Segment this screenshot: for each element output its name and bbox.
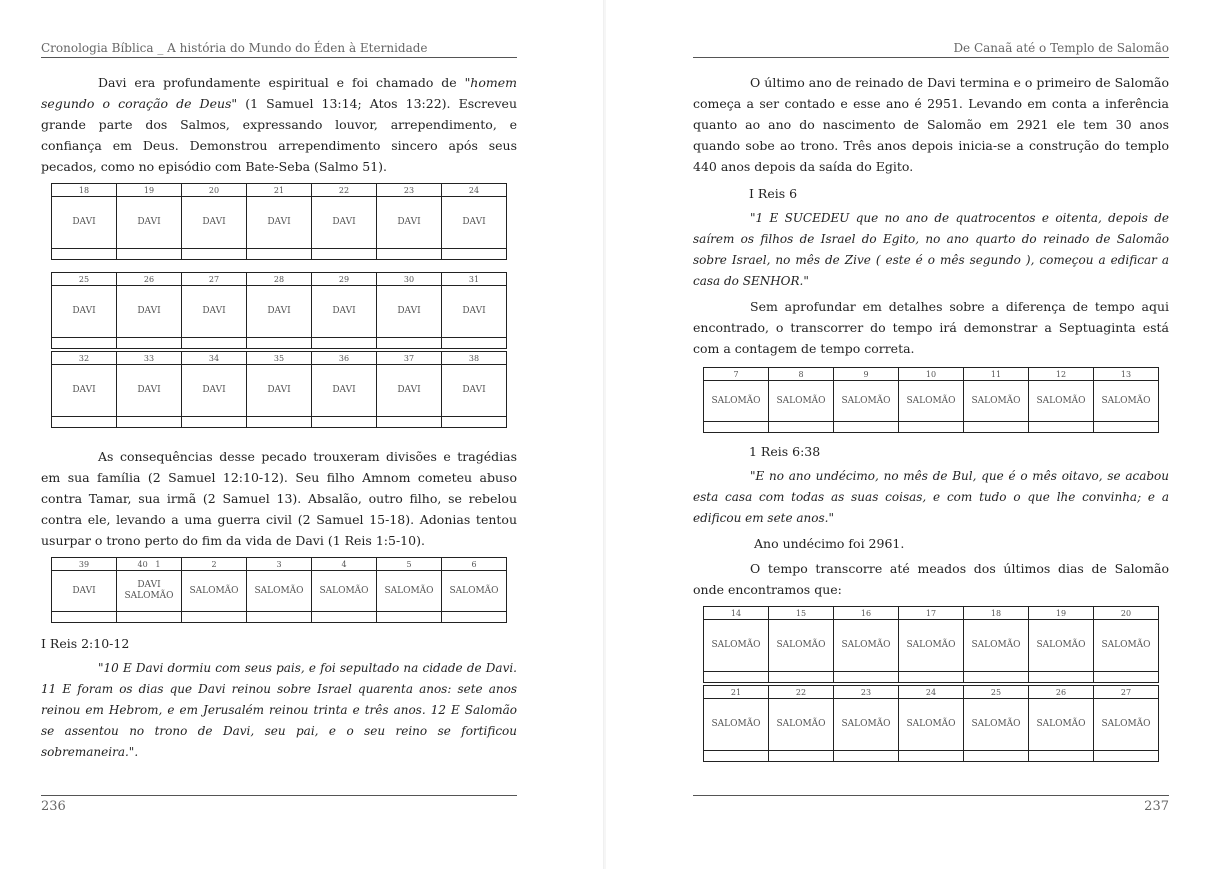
blank-row <box>704 672 1159 683</box>
king-cell: DAVI <box>312 365 377 417</box>
year-cell: 6 <box>442 558 507 571</box>
year-cell: 40 1 <box>117 558 182 571</box>
blank-cell <box>834 672 899 683</box>
year-cell: 35 <box>247 352 312 365</box>
left-page-number: 236 <box>41 799 66 814</box>
blank-cell <box>52 338 117 349</box>
year-cell: 8 <box>769 368 834 381</box>
king-row <box>52 571 507 612</box>
timeline-table-salomao-21-27 <box>703 685 1159 762</box>
king-cell: DAVI <box>52 197 117 249</box>
year-cell: 34 <box>182 352 247 365</box>
blank-cell <box>312 338 377 349</box>
timeline-table-davi-25-31 <box>51 272 507 349</box>
left-running-head: Cronologia Bíblica _ A história do Mundo do Éden à Eternidade <box>41 41 428 55</box>
year-cell: 10 <box>899 368 964 381</box>
king-cell: SALOMÃO <box>182 571 247 612</box>
timeline-table-davi-18-24 <box>51 183 507 260</box>
year-cell: 33 <box>117 352 182 365</box>
blank-cell <box>704 422 769 433</box>
king-cell: DAVI <box>117 286 182 338</box>
year-cell: 13 <box>1094 368 1159 381</box>
year-cell: 39 <box>52 558 117 571</box>
year-cell: 23 <box>834 686 899 699</box>
left-text-block <box>41 72 517 763</box>
blank-cell <box>899 751 964 762</box>
blank-cell <box>182 612 247 623</box>
blank-cell <box>377 417 442 428</box>
king-cell: SALOMÃO <box>1029 699 1094 751</box>
king-cell: SALOMÃO <box>1029 381 1094 422</box>
timeline-table-davi-32-38 <box>51 351 507 428</box>
king-cell: DAVI <box>442 286 507 338</box>
king-cell: SALOMÃO <box>964 699 1029 751</box>
king-row <box>52 365 507 417</box>
year-cell: 21 <box>704 686 769 699</box>
year-cell: 19 <box>117 184 182 197</box>
blank-cell <box>704 672 769 683</box>
year-cell: 28 <box>247 273 312 286</box>
right-paragraph-1: O último ano de reinado de Davi termina e o primeiro de Salomão começa a ser contado e esse ano é 2951. Levando em conta a inferência quanto ao ano do nascimento de Salomão em 2921 ele tem 30 anos quando sobe ao trono. Três anos depois inicia-se a construção do templo 440 anos depois da saída do Egito. <box>693 75 1169 174</box>
blank-cell <box>377 338 442 349</box>
king-cell: DAVI <box>247 365 312 417</box>
blank-cell <box>834 751 899 762</box>
blank-cell <box>1029 672 1094 683</box>
year-cell: 15 <box>769 607 834 620</box>
king-cell: DAVI <box>52 571 117 612</box>
right-scripture-reference-2: 1 Reis 6:38 <box>749 444 821 459</box>
king-cell: SALOMÃO <box>1094 699 1159 751</box>
blank-cell <box>182 338 247 349</box>
blank-cell <box>1029 751 1094 762</box>
blank-cell <box>52 612 117 623</box>
left-header-rule <box>41 57 517 58</box>
left-paragraph-2: As consequências desse pecado trouxeram divisões e tragédias em sua família (2 Samuel 12:10-12). Seu filho Amnom cometeu abuso contra Tamar, sua irmã (2 Samuel 13). Absalão, outro filho, se rebelou contra ele, levando a uma guerra civil (2 Samuel 15-18). Adonias tentou usurpar o trono perto do fim da vida de Davi (1 Reis 1:5-10). <box>41 449 517 548</box>
year-cell: 26 <box>1029 686 1094 699</box>
king-cell: DAVI SALOMÃO <box>117 571 182 612</box>
blank-cell <box>117 612 182 623</box>
year-cell: 27 <box>1094 686 1159 699</box>
king-cell: SALOMÃO <box>1094 620 1159 672</box>
king-cell: DAVI <box>117 365 182 417</box>
year-cell: 5 <box>377 558 442 571</box>
year-cell: 21 <box>247 184 312 197</box>
blank-cell <box>182 417 247 428</box>
year-cell: 32 <box>52 352 117 365</box>
blank-cell <box>1094 751 1159 762</box>
blank-cell <box>899 672 964 683</box>
right-page-number: 237 <box>1144 799 1169 814</box>
year-cell: 9 <box>834 368 899 381</box>
king-cell: SALOMÃO <box>1094 381 1159 422</box>
blank-cell <box>117 338 182 349</box>
king-cell: DAVI <box>52 365 117 417</box>
year-row <box>52 352 507 365</box>
blank-cell <box>377 612 442 623</box>
king-cell: DAVI <box>377 365 442 417</box>
king-cell: SALOMÃO <box>377 571 442 612</box>
blank-cell <box>247 338 312 349</box>
right-scripture-reference-1: I Reis 6 <box>749 186 798 201</box>
king-cell: DAVI <box>377 197 442 249</box>
year-cell: 22 <box>312 184 377 197</box>
year-cell: 19 <box>1029 607 1094 620</box>
year-cell: 18 <box>52 184 117 197</box>
year-cell: 7 <box>704 368 769 381</box>
right-header-rule <box>693 57 1169 58</box>
blank-cell <box>834 422 899 433</box>
year-cell: 37 <box>377 352 442 365</box>
blank-cell <box>769 751 834 762</box>
blank-cell <box>964 422 1029 433</box>
king-cell: SALOMÃO <box>704 620 769 672</box>
king-cell: SALOMÃO <box>769 381 834 422</box>
king-cell: DAVI <box>52 286 117 338</box>
king-cell: SALOMÃO <box>1029 620 1094 672</box>
year-cell: 25 <box>964 686 1029 699</box>
year-row <box>52 558 507 571</box>
year-cell: 25 <box>52 273 117 286</box>
king-cell: DAVI <box>182 197 247 249</box>
blank-cell <box>1029 422 1094 433</box>
timeline-table-davi-salomao-39-6 <box>51 557 507 623</box>
blank-cell <box>312 417 377 428</box>
year-cell: 23 <box>377 184 442 197</box>
left-para1-italic: "homem segundo o coração de Deus" <box>41 75 517 111</box>
year-cell: 31 <box>442 273 507 286</box>
king-row <box>52 286 507 338</box>
king-cell: DAVI <box>247 286 312 338</box>
king-row <box>704 620 1159 672</box>
blank-cell <box>769 422 834 433</box>
king-cell: SALOMÃO <box>834 699 899 751</box>
blank-row <box>704 751 1159 762</box>
year-cell: 4 <box>312 558 377 571</box>
right-scripture-quote-2: "E no ano undécimo, no mês de Bul, que é o mês oitavo, se acabou esta casa com todas as suas coisas, e com tudo o que lhe convinha; e a edificou em sete anos." <box>693 469 1169 525</box>
year-row <box>52 184 507 197</box>
year-row <box>704 368 1159 381</box>
blank-cell <box>182 249 247 260</box>
blank-cell <box>442 338 507 349</box>
king-row <box>52 197 507 249</box>
year-cell: 36 <box>312 352 377 365</box>
king-cell: SALOMÃO <box>442 571 507 612</box>
year-cell: 29 <box>312 273 377 286</box>
blank-row <box>52 249 507 260</box>
blank-cell <box>377 249 442 260</box>
year-cell: 24 <box>442 184 507 197</box>
king-row <box>704 381 1159 422</box>
king-cell: DAVI <box>312 286 377 338</box>
blank-cell <box>247 417 312 428</box>
right-page <box>606 0 1210 869</box>
year-cell: 24 <box>899 686 964 699</box>
blank-cell <box>442 417 507 428</box>
king-cell: SALOMÃO <box>834 620 899 672</box>
year-row <box>52 273 507 286</box>
year-cell: 3 <box>247 558 312 571</box>
blank-row <box>704 422 1159 433</box>
blank-cell <box>964 672 1029 683</box>
year-cell: 14 <box>704 607 769 620</box>
left-para1-text-b: (1 Samuel 13:14; Atos 13:22). Escreveu grande parte dos Salmos, expressando louvor, arrependimento, e confiança em Deus. Demonstrou arrependimento sincero após seus pecados, como no episódio com Bate-Seba (Salmo 51). <box>41 96 517 174</box>
year-cell: 20 <box>182 184 247 197</box>
blank-row <box>52 612 507 623</box>
year-cell: 2 <box>182 558 247 571</box>
blank-cell <box>704 751 769 762</box>
blank-cell <box>312 249 377 260</box>
blank-cell <box>117 249 182 260</box>
right-running-head: De Canaã até o Templo de Salomão <box>953 41 1169 55</box>
blank-cell <box>52 249 117 260</box>
king-cell: SALOMÃO <box>899 699 964 751</box>
king-cell: SALOMÃO <box>834 381 899 422</box>
king-cell: SALOMÃO <box>247 571 312 612</box>
blank-cell <box>442 249 507 260</box>
king-cell: SALOMÃO <box>704 699 769 751</box>
king-cell: SALOMÃO <box>964 381 1029 422</box>
king-cell: DAVI <box>442 197 507 249</box>
year-cell: 38 <box>442 352 507 365</box>
timeline-table-salomao-7-13 <box>703 367 1159 433</box>
year-cell: 27 <box>182 273 247 286</box>
year-cell: 18 <box>964 607 1029 620</box>
blank-cell <box>52 417 117 428</box>
timeline-table-salomao-14-20 <box>703 606 1159 683</box>
king-cell: SALOMÃO <box>899 381 964 422</box>
right-scripture-quote-1: "1 E SUCEDEU que no ano de quatrocentos e oitenta, depois de saírem os filhos de Israel do Egito, no ano quarto do reinado de Salomão sobre Israel, no mês de Zive ( este é o mês segundo ), começou a edificar a casa do SENHOR." <box>693 211 1169 288</box>
right-footer-rule <box>693 795 1169 796</box>
left-scripture-reference: I Reis 2:10-12 <box>41 636 130 651</box>
year-cell: 17 <box>899 607 964 620</box>
year-cell: 26 <box>117 273 182 286</box>
year-cell: 30 <box>377 273 442 286</box>
king-cell: DAVI <box>377 286 442 338</box>
king-cell: DAVI <box>117 197 182 249</box>
left-para1-text-a: Davi era profundamente espiritual e foi chamado de <box>98 75 465 90</box>
left-footer-rule <box>41 795 517 796</box>
blank-row <box>52 417 507 428</box>
king-cell: SALOMÃO <box>769 699 834 751</box>
blank-cell <box>769 672 834 683</box>
blank-cell <box>247 612 312 623</box>
king-cell: DAVI <box>182 286 247 338</box>
right-paragraph-2: Sem aprofundar em detalhes sobre a diferença de tempo aqui encontrado, o transcorrer do tempo irá demonstrar a Septuaginta está com a contagem de tempo correta. <box>693 299 1169 356</box>
year-cell: 12 <box>1029 368 1094 381</box>
blank-cell <box>1094 672 1159 683</box>
right-paragraph-4: O tempo transcorre até meados dos últimos dias de Salomão onde encontramos que: <box>693 561 1169 597</box>
blank-cell <box>964 751 1029 762</box>
blank-cell <box>247 249 312 260</box>
blank-cell <box>312 612 377 623</box>
king-cell: SALOMÃO <box>769 620 834 672</box>
king-cell: DAVI <box>442 365 507 417</box>
king-cell: SALOMÃO <box>964 620 1029 672</box>
right-text-block <box>693 72 1169 762</box>
left-page <box>0 0 604 869</box>
king-cell: SALOMÃO <box>704 381 769 422</box>
king-cell: SALOMÃO <box>312 571 377 612</box>
king-cell: DAVI <box>247 197 312 249</box>
blank-cell <box>442 612 507 623</box>
left-paragraph-1 <box>41 72 517 177</box>
left-scripture-quote: "10 E Davi dormiu com seus pais, e foi sepultado na cidade de Davi. 11 E foram os dias que Davi reinou sobre Israel quarenta anos: sete anos reinou em Hebrom, e em Jerusalém reinou trinta e três anos. 12 E Salomão se assentou no trono de Davi, seu pai, e o seu reino se fortificou sobremaneira.". <box>41 661 517 759</box>
blank-row <box>52 338 507 349</box>
year-cell: 16 <box>834 607 899 620</box>
king-cell: SALOMÃO <box>899 620 964 672</box>
year-cell: 11 <box>964 368 1029 381</box>
blank-cell <box>117 417 182 428</box>
king-row <box>704 699 1159 751</box>
year-cell: 20 <box>1094 607 1159 620</box>
year-row <box>704 686 1159 699</box>
year-row <box>704 607 1159 620</box>
year-cell: 22 <box>769 686 834 699</box>
blank-cell <box>899 422 964 433</box>
king-cell: DAVI <box>182 365 247 417</box>
blank-cell <box>1094 422 1159 433</box>
king-cell: DAVI <box>312 197 377 249</box>
right-paragraph-3: Ano undécimo foi 2961. <box>754 536 905 551</box>
